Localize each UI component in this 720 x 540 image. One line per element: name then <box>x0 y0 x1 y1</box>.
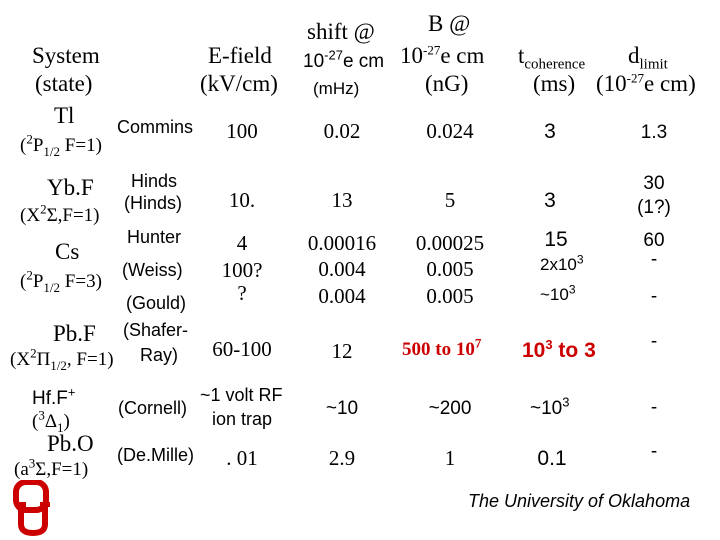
row-ybf-bfield: 5 <box>444 188 456 212</box>
header-shift-scale: $10^{-27}e$ cm <box>303 47 385 72</box>
row-ybf-dlimit-note: (1?) <box>637 197 671 218</box>
row-cs-bfield-weiss: 0.005 <box>426 257 474 281</box>
row-tl-system: Tl <box>54 103 75 128</box>
row-pbo-tcoherence: 0.1 <box>537 447 567 470</box>
row-pbf-group-name: (Shafer- <box>123 320 189 340</box>
row-cs-group-weiss: (Weiss) <box>122 260 183 280</box>
row-hff-efield-method: ion trap <box>212 409 273 429</box>
row-cs-group-gould: (Gould) <box>126 293 187 313</box>
row-cs-efield-weiss: 100? <box>221 258 263 282</box>
row-pbo-bfield: 1 <box>444 446 456 470</box>
row-cs-dlimit-gould: - <box>650 286 658 307</box>
row-cs-shift-gould: 0.004 <box>318 284 366 308</box>
row-pbf-shift: 12 <box>331 339 353 363</box>
header-shift-units: (mHz) <box>313 79 360 98</box>
header-system: System <box>32 43 100 68</box>
ou-logo-graphic <box>12 480 54 536</box>
footer-university: The University of Oklahoma <box>468 491 691 511</box>
row-ybf-system: Yb.F <box>47 175 94 200</box>
header-bfield-scale: $10^{-27}e$ cm <box>400 42 485 68</box>
row-pbf-group: Ray) <box>140 345 179 365</box>
row-pbf-dlimit: - <box>650 331 658 352</box>
row-hff-group: (Cornell) <box>118 398 188 418</box>
row-pbf-bfield: 500 to $10^7$ <box>402 335 482 360</box>
row-cs-efield-hunter: 4 <box>236 231 248 255</box>
row-hff-shift: ~10 <box>325 398 359 419</box>
row-ybf-shift: 13 <box>331 188 353 212</box>
row-pbf-efield: 60-100 <box>212 337 272 361</box>
row-ybf-tcoherence: 3 <box>544 189 556 212</box>
header-dlimit-units: ($10^{-27}e$ cm) <box>596 70 696 96</box>
row-tl-tcoherence: 3 <box>544 120 556 143</box>
header-dlimit: $d_{limit}$ <box>628 43 668 73</box>
row-tl-group: Commins <box>117 117 194 137</box>
header-bfield-units: (nG) <box>425 71 469 96</box>
row-pbo-efield: . 01 <box>226 446 258 470</box>
row-hff-efield: ~1 volt RF <box>200 385 283 405</box>
row-hff-dlimit: - <box>650 397 658 418</box>
row-hff-tcoherence: $\sim 10^3$ <box>530 394 570 419</box>
row-tl-state: ($^2P_{1/2}$ F=1) <box>20 131 102 159</box>
row-pbf-system: Pb.F <box>53 321 96 346</box>
row-tl-efield: 100 <box>226 119 258 143</box>
header-bfield: B @ <box>428 11 471 36</box>
row-tl-dlimit: 1.3 <box>640 122 668 143</box>
ou-logo-icon <box>12 480 54 536</box>
row-ybf-state: $(X^2\Sigma,F=1)$ <box>20 201 100 226</box>
row-pbo-system: Pb.O <box>47 431 94 456</box>
row-cs-dlimit-hunter: 60 <box>643 230 665 251</box>
row-cs-tcoherence-hunter: 15 <box>544 228 568 251</box>
row-cs-efield-gould: ? <box>237 281 247 305</box>
row-cs-bfield-hunter: 0.00025 <box>415 231 485 255</box>
row-ybf-efield: 10. <box>228 188 256 212</box>
row-cs-group-hunter: Hunter <box>127 227 182 247</box>
header-efield-units: (kV/cm) <box>200 71 278 96</box>
row-cs-tcoherence-weiss: $2x10^3$ <box>540 252 584 274</box>
row-hff-bfield: ~200 <box>428 398 472 419</box>
row-cs-state: ($^2P_{1/2}$ F=3) <box>20 267 102 295</box>
header-tcoherence-units: (ms) <box>533 71 576 96</box>
row-pbo-group: (De.Mille) <box>117 445 195 465</box>
row-pbo-state: $(a^3\Sigma,F=1)$ <box>14 455 89 480</box>
header-shift: shift @ <box>307 19 375 44</box>
row-cs-shift-hunter: 0.00016 <box>307 231 377 255</box>
row-cs-shift-weiss: 0.004 <box>318 257 366 281</box>
row-cs-dlimit-weiss: - <box>650 249 658 270</box>
row-cs-system: Cs <box>55 239 80 264</box>
row-pbo-shift: 2.9 <box>328 446 356 470</box>
header-tcoherence: $t_{coherence}$ <box>518 43 586 73</box>
row-tl-bfield: 0.024 <box>426 119 474 143</box>
row-hff-state: $(^3\Delta_1)$ <box>32 407 70 435</box>
row-hff-system: Hf.F+ <box>32 384 76 409</box>
header-efield: E-field <box>208 43 272 68</box>
row-ybf-group: (Hinds) <box>124 193 183 213</box>
row-ybf-group-name: Hinds <box>131 171 178 191</box>
row-pbo-dlimit: - <box>650 441 658 462</box>
row-pbf-tcoherence: $10^3$ to 3 <box>522 337 596 362</box>
row-pbf-state: ($X^2\Pi_{1/2}$, F=1) <box>10 345 114 373</box>
row-tl-shift: 0.02 <box>323 119 361 143</box>
row-cs-tcoherence-gould: $\sim 10^3$ <box>540 282 576 304</box>
row-cs-bfield-gould: 0.005 <box>426 284 474 308</box>
row-ybf-dlimit: 30 <box>643 173 665 194</box>
header-state: (state) <box>35 71 93 96</box>
